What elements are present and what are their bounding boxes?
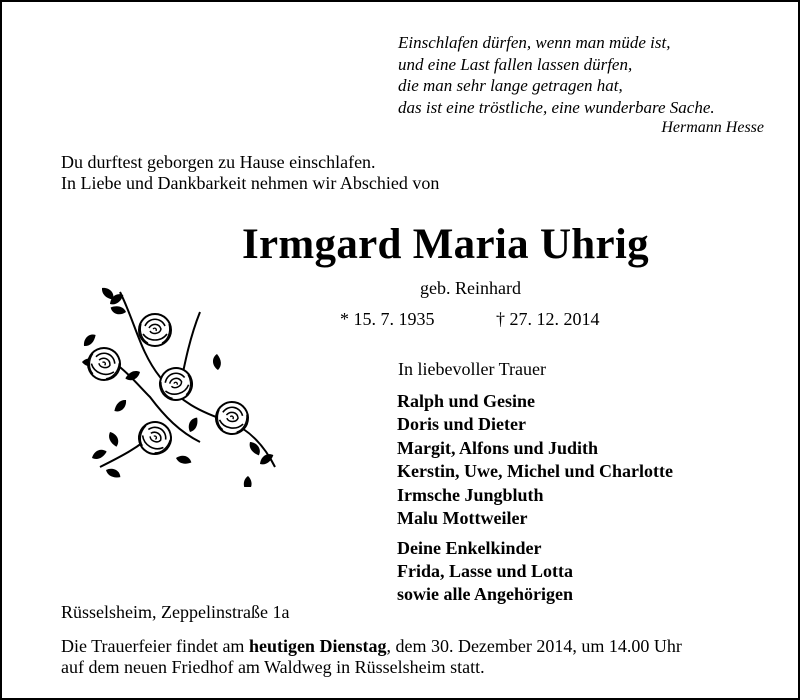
intro-text (61, 152, 561, 194)
grandchildren-line: sowie alle Angehörigen (397, 584, 573, 604)
maiden-name: geb. Reinhard (420, 278, 521, 298)
family-member: Doris und Dieter (397, 414, 526, 435)
mourning-phrase: In liebevoller Trauer (398, 359, 546, 379)
roses-icon (80, 282, 285, 487)
family-member: Margit, Alfons und Judith (397, 437, 599, 458)
family-list (397, 390, 673, 530)
grandchildren-line: Frida, Lasse und Lotta (397, 561, 574, 581)
death-date: † 27. 12. 2014 (496, 309, 600, 329)
funeral-prefix: Die Trauerfeier findet am (61, 636, 249, 656)
deceased-name: Irmgard Maria Uhrig (242, 221, 649, 268)
grandchildren-line: Deine Enkelkinder (397, 538, 542, 558)
funeral-suffix: , dem 30. Dezember 2014, um 14.00 Uhr (386, 636, 682, 656)
poem-line: die man sehr lange getragen hat, (398, 76, 623, 95)
funeral-line-2: auf dem neuen Friedhof am Waldweg in Rüsselsheim statt. (61, 657, 485, 677)
funeral-line-1 (61, 636, 791, 657)
family-member: Irmsche Jungbluth (397, 484, 544, 505)
funeral-notice (61, 636, 791, 678)
grandchildren-list (397, 537, 573, 606)
funeral-day: heutigen Dienstag (248, 636, 387, 656)
poem (398, 32, 778, 118)
address: Rüsselsheim, Zeppelinstraße 1a (61, 602, 290, 622)
poem-line: und eine Last fallen lassen dürfen, (398, 54, 633, 74)
intro-line: Du durftest geborgen zu Hause einschlafen. (61, 152, 376, 172)
poem-line: Einschlafen dürfen, wenn man müde ist, (398, 33, 671, 52)
family-member: Kerstin, Uwe, Michel und Charlotte (397, 461, 673, 482)
birth-date: * 15. 7. 1935 (340, 309, 435, 329)
poem-line: das ist eine tröstliche, eine wunderbare Sache. (398, 97, 715, 117)
intro-line: In Liebe und Dankbarkeit nehmen wir Abschied von (61, 173, 440, 193)
family-member: Ralph und Gesine (397, 391, 536, 411)
family-member: Malu Mottweiler (397, 508, 528, 529)
poem-author: Hermann Hesse (661, 119, 764, 136)
